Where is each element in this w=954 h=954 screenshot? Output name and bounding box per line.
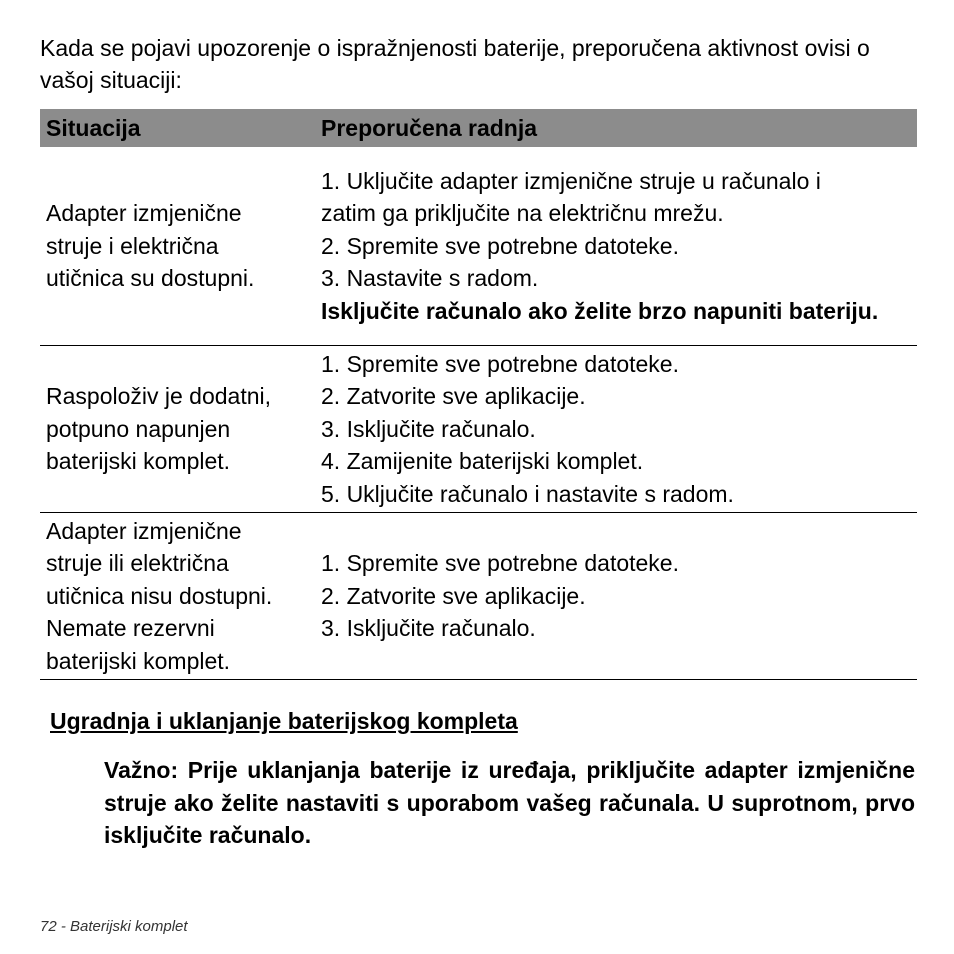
situation-line: Adapter izmjenične xyxy=(46,200,242,227)
situation-line: utičnica su dostupni. xyxy=(46,265,255,292)
situation-cell xyxy=(40,147,321,346)
action-line: 1. Spremite sve potrebne datoteke. xyxy=(321,350,679,377)
situation-line: baterijski komplet. xyxy=(46,448,231,475)
page-footer: 72 - Baterijski komplet xyxy=(40,918,188,935)
action-line: 2. Zatvorite sve aplikacije. xyxy=(321,383,586,410)
situation-line: utičnica nisu dostupni. xyxy=(46,582,273,609)
intro-paragraph: Kada se pojavi upozorenje o ispražnjenosti baterije, preporučena aktivnost ovisi o vašoj situaciji: xyxy=(40,35,870,93)
action-line: 4. Zamijenite baterijski komplet. xyxy=(321,448,644,475)
action-line: 3. Nastavite s radom. xyxy=(321,265,539,292)
header-recommended-action: Preporučena radnja xyxy=(321,109,917,147)
action-line: 1. Spremite sve potrebne datoteke. xyxy=(321,550,679,577)
table-row xyxy=(40,513,917,680)
situation-line: potpuno napunjen xyxy=(46,415,231,442)
action-cell xyxy=(321,346,917,513)
table-row xyxy=(40,147,917,346)
table-header-row xyxy=(40,109,917,147)
situation-line: struje ili električna xyxy=(46,550,229,577)
battery-situation-table xyxy=(40,109,917,680)
action-line: 3. Isključite računalo. xyxy=(321,615,536,642)
action-line: 2. Zatvorite sve aplikacije. xyxy=(321,582,586,609)
action-cell xyxy=(321,513,917,680)
header-situation: Situacija xyxy=(40,109,321,147)
table-row xyxy=(40,346,917,513)
action-line: zatim ga priključite na električnu mrežu. xyxy=(321,200,724,227)
action-line: 5. Uključite računalo i nastavite s radom. xyxy=(321,480,734,507)
action-line: 3. Isključite računalo. xyxy=(321,415,536,442)
situation-cell xyxy=(40,513,321,680)
situation-cell xyxy=(40,346,321,513)
action-cell xyxy=(321,147,917,346)
situation-line: Nemate rezervni xyxy=(46,615,215,642)
action-note: Isključite računalo ako želite brzo napuniti bateriju. xyxy=(321,297,879,324)
situation-line: baterijski komplet. xyxy=(46,647,231,674)
situation-line: Adapter izmjenične xyxy=(46,517,242,544)
situation-line: Raspoloživ je dodatni, xyxy=(46,383,272,410)
action-line: 1. Uključite adapter izmjenične struje u računalo i xyxy=(321,167,821,194)
section-heading: Ugradnja i uklanjanje baterijskog kompleta xyxy=(50,708,518,734)
situation-line: struje i električna xyxy=(46,232,219,259)
action-line: 2. Spremite sve potrebne datoteke. xyxy=(321,232,679,259)
important-note: Važno: Prije uklanjanja baterije iz uređaja, priključite adapter izmjenične struje ako želite nastaviti s uporabom vašeg računala. U suprotnom, prvo isključite računalo. xyxy=(104,757,915,848)
